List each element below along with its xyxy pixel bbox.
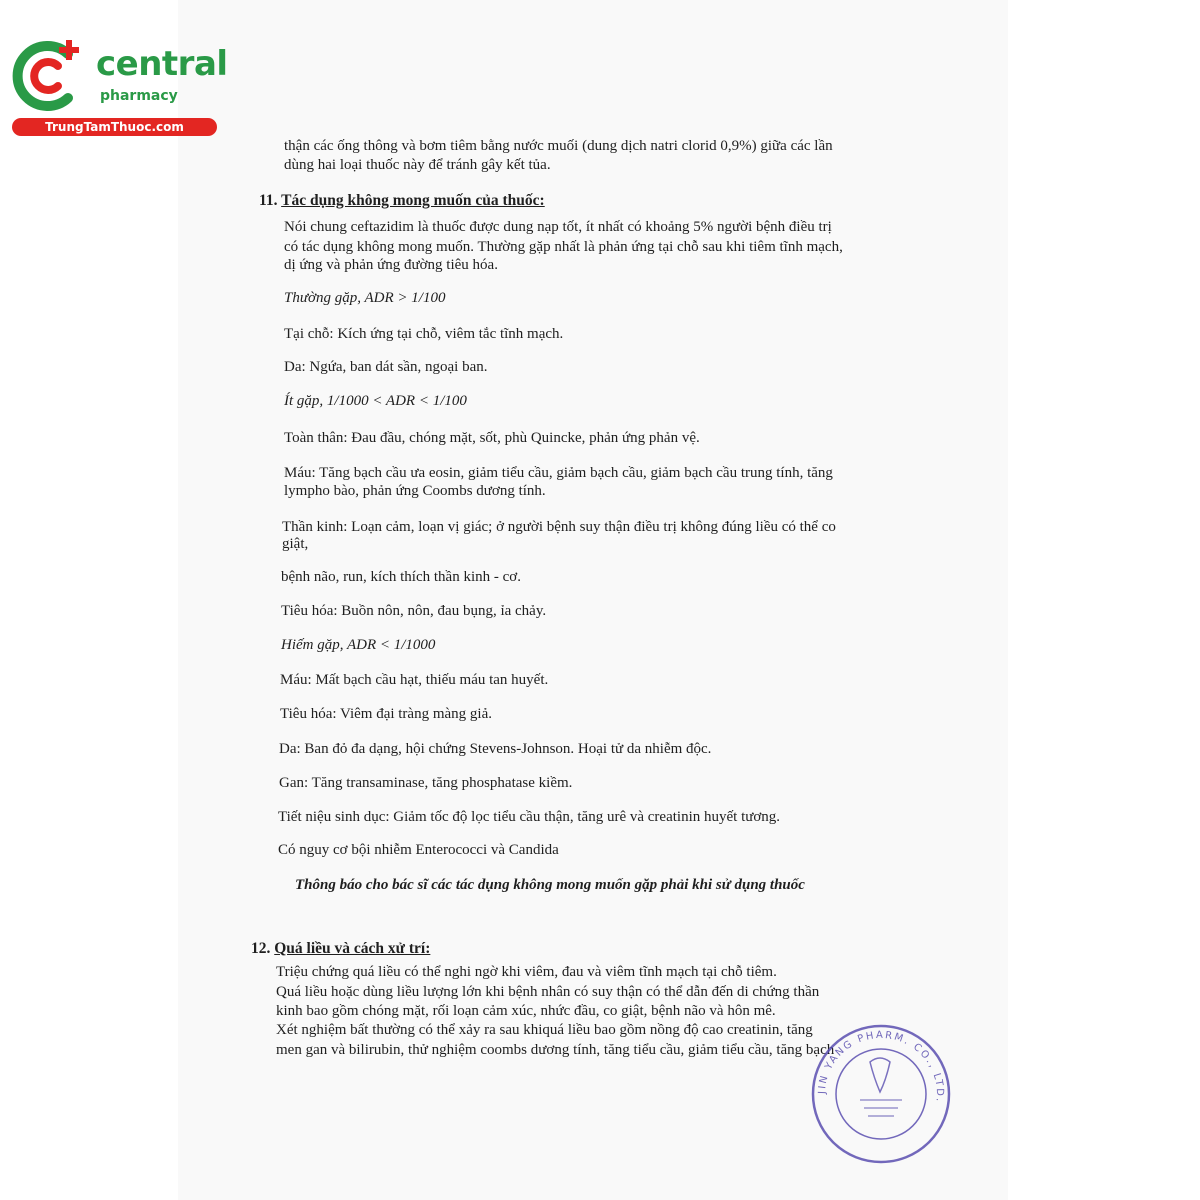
text-line: lympho bào, phản ứng Coombs dương tính. [284,483,546,499]
logo-subtitle: pharmacy [100,88,178,104]
company-stamp [808,1022,954,1166]
section-number: 12. [251,940,271,957]
text-line: Nói chung ceftazidim là thuốc được dung nạp tốt, ít nhất có khoảng 5% người bệnh điều trị [284,219,832,235]
stamp-ring-text: JIN YANG PHARM. CO., LTD. [816,1029,946,1104]
text-line: Da: Ban đỏ đa dạng, hội chứng Stevens-Johnson. Hoại tử da nhiễm độc. [279,741,712,757]
text-line: Da: Ngứa, ban dát sần, ngoại ban. [284,359,488,375]
text-line: giật, [282,536,309,552]
text-line: Xét nghiệm bất thường có thể xảy ra sau khiquá liều bao gồm nồng độ cao creatinin, tăng [276,1022,813,1038]
text-line: có tác dụng không mong muốn. Thường gặp nhất là phản ứng tại chỗ sau khi tiêm tĩnh mạch, [284,239,843,255]
section-number: 11. [259,192,278,209]
text-line: thận các ống thông và bơm tiêm bằng nước muối (dung dịch natri clorid 0,9%) giữa các lần [284,138,833,154]
text-line: Máu: Tăng bạch cầu ưa eosin, giảm tiểu cầu, giảm bạch cầu, giảm bạch cầu trung tính, tăng [284,465,833,481]
text-line: Tiêu hóa: Buồn nôn, nôn, đau bụng, ỉa chảy. [281,603,547,619]
logo-url-banner: TrungTamThuoc.com [12,118,217,136]
section-title: Quá liều và cách xử trí: [274,940,431,957]
text-line: men gan và bilirubin, thử nghiệm coombs dương tính, tăng tiểu cầu, giảm tiểu cầu, tăng bạch [276,1042,835,1058]
text-line: Gan: Tăng transaminase, tăng phosphatase kiềm. [279,775,573,791]
text-line: Quá liều hoặc dùng liều lượng lớn khi bệnh nhân có suy thận có thể dẫn đến di chứng thần [276,984,820,1000]
text-line: Triệu chứng quá liều có thể nghi ngờ khi viêm, đau và viêm tĩnh mạch tại chỗ tiêm. [276,964,777,980]
text-line: dị ứng và phản ứng đường tiêu hóa. [284,257,498,273]
frequency-label: Hiếm gặp, ADR < 1/1000 [281,637,436,653]
text-line: Toàn thân: Đau đầu, chóng mặt, sốt, phù Quincke, phản ứng phản vệ. [284,430,700,446]
section-title: Tác dụng không mong muốn của thuốc: [281,192,545,209]
frequency-label: Thường gặp, ADR > 1/100 [284,290,446,306]
text-line: Có nguy cơ bội nhiễm Enterococci và Candida [278,842,559,858]
logo-name: central [96,44,228,84]
frequency-label: Ít gặp, 1/1000 < ADR < 1/100 [284,393,467,409]
section-11-heading [259,192,545,210]
text-line: Tiết niệu sinh dục: Giảm tốc độ lọc tiểu cầu thận, tăng urê và creatinin huyết tương. [278,809,781,825]
notice-text: Thông báo cho bác sĩ các tác dụng không mong muốn gặp phải khi sử dụng thuốc [295,877,805,893]
section-12-heading [251,940,430,958]
text-line: kinh bao gồm chóng mặt, rối loạn cảm xúc, nhức đầu, co giật, bệnh não và hôn mê. [276,1003,776,1019]
text-line: bệnh não, run, kích thích thần kinh - cơ. [281,569,521,585]
text-line: Thần kinh: Loạn cảm, loạn vị giác; ở người bệnh suy thận điều trị không đúng liều có thể co [282,519,836,535]
text-line: Tại chỗ: Kích ứng tại chỗ, viêm tắc tĩnh mạch. [284,326,564,342]
text-line: Máu: Mất bạch cầu hạt, thiếu máu tan huyết. [280,672,549,688]
text-line: Tiêu hóa: Viêm đại tràng màng giả. [280,706,492,722]
text-line: dùng hai loại thuốc này để tránh gây kết tủa. [284,157,551,173]
